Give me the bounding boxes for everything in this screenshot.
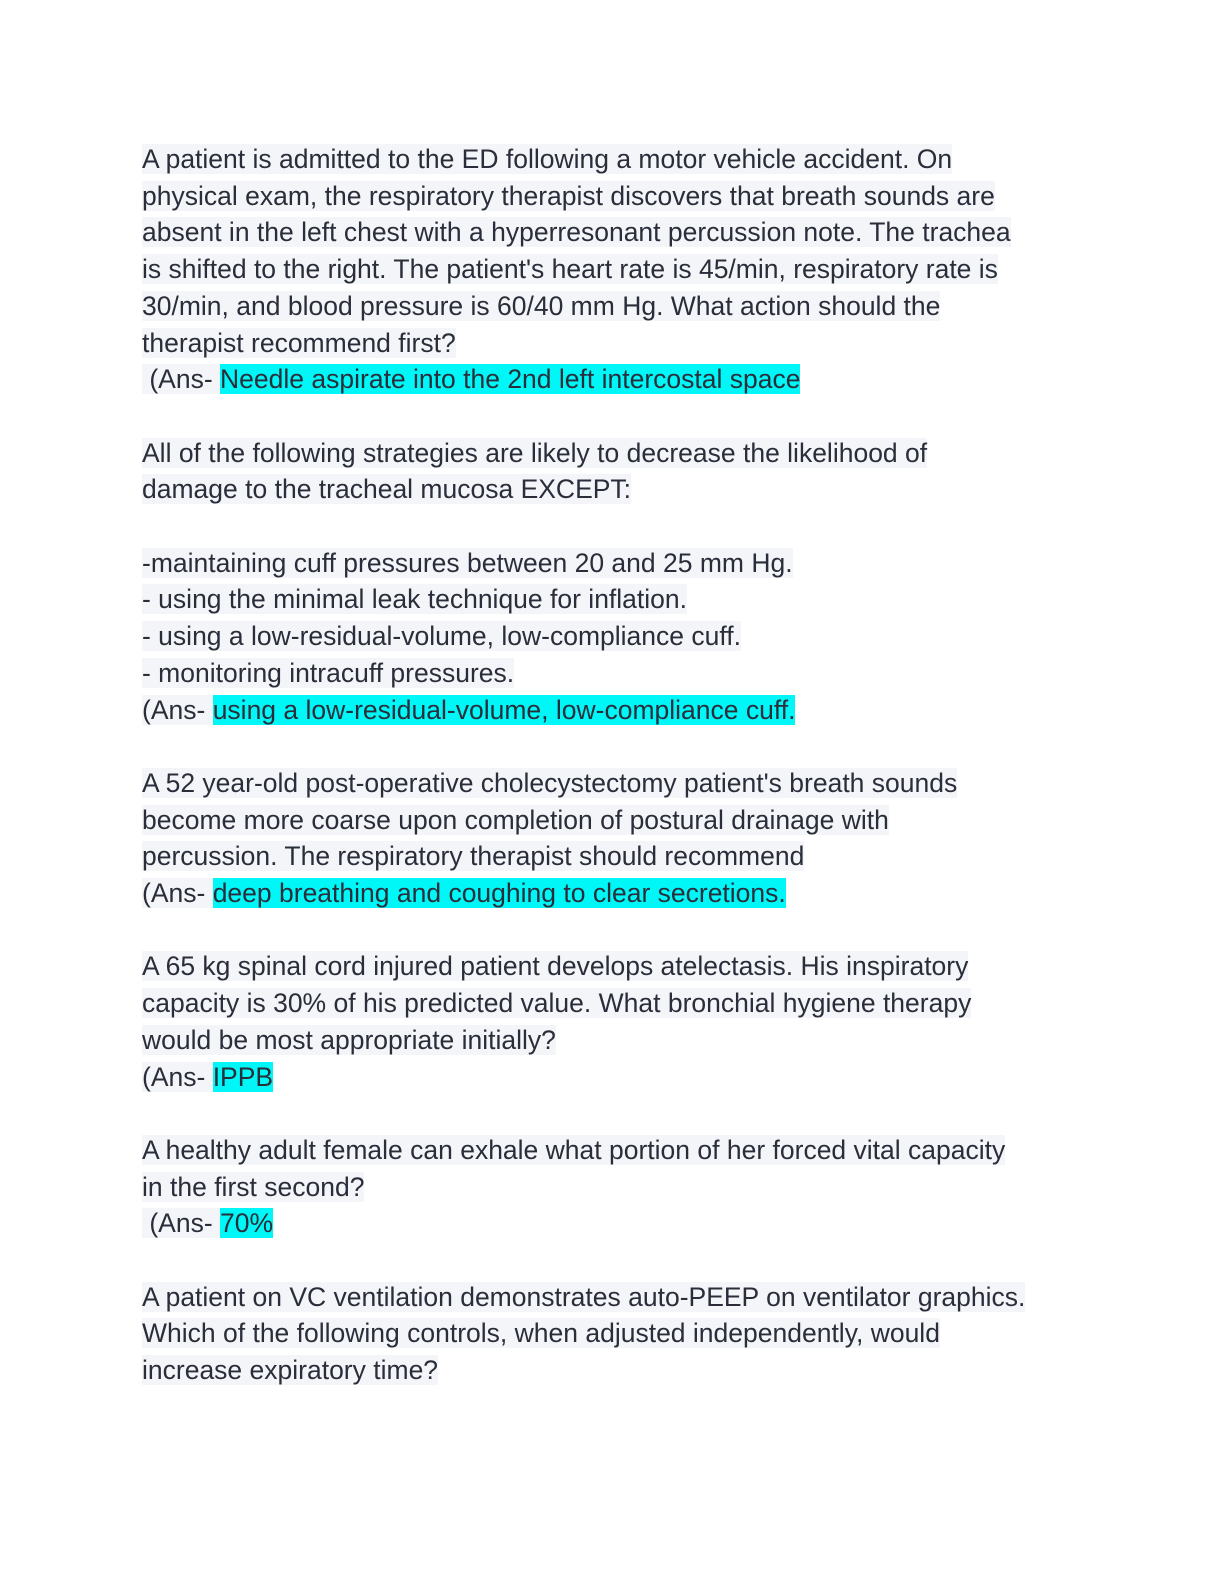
question-line: Which of the following controls, when adjusted independently, would xyxy=(142,1318,940,1349)
question-block xyxy=(142,948,1142,1095)
question-line: percussion. The respiratory therapist should recommend xyxy=(142,841,805,872)
answer-prefix: (Ans- xyxy=(142,1061,213,1092)
option-line: - using a low-residual-volume, low-compliance cuff. xyxy=(142,621,741,652)
question-line: 30/min, and blood pressure is 60/40 mm Hg. What action should the xyxy=(142,290,941,321)
question-block xyxy=(142,1132,1142,1242)
answer-highlight: 70% xyxy=(220,1208,274,1239)
question-line: All of the following strategies are likely to decrease the likelihood of xyxy=(142,437,928,468)
answer-highlight: using a low-residual-volume, low-compliance cuff. xyxy=(212,694,796,725)
question-line: become more coarse upon completion of postural drainage with xyxy=(142,804,889,835)
answer-prefix: (Ans- xyxy=(142,364,221,395)
answer-highlight: Needle aspirate into the 2nd left intercostal space xyxy=(220,364,801,395)
answer-line xyxy=(142,692,1142,729)
question-block xyxy=(142,435,1142,729)
option-line: - monitoring intracuff pressures. xyxy=(142,657,515,688)
answer-line xyxy=(142,875,1142,912)
answer-prefix: (Ans- xyxy=(142,1208,221,1239)
question-block xyxy=(142,765,1142,912)
question-line: A patient is admitted to the ED following a motor vehicle accident. On xyxy=(142,144,953,174)
question-line: absent in the left chest with a hyperresonant percussion note. The trachea xyxy=(142,217,1011,248)
answer-prefix: (Ans- xyxy=(142,694,213,725)
question-line: A 65 kg spinal cord injured patient develops atelectasis. His inspiratory xyxy=(142,951,969,982)
question-line: is shifted to the right. The patient's heart rate is 45/min, respiratory rate is xyxy=(142,254,998,285)
answer-line xyxy=(142,1205,1142,1242)
option-line: -maintaining cuff pressures between 20 and 25 mm Hg. xyxy=(142,547,793,578)
question-line: A patient on VC ventilation demonstrates auto-PEEP on ventilator graphics. xyxy=(142,1281,1026,1312)
answer-highlight: IPPB xyxy=(212,1061,274,1092)
document-page xyxy=(142,141,1142,1389)
question-line: A healthy adult female can exhale what portion of her forced vital capacity xyxy=(142,1134,1006,1165)
answer-prefix: (Ans- xyxy=(142,878,213,909)
question-line: physical exam, the respiratory therapist discovers that breath sounds are xyxy=(142,180,995,211)
answer-line xyxy=(142,361,1142,398)
answer-line xyxy=(142,1059,1142,1096)
question-line: in the first second? xyxy=(142,1171,365,1202)
question-block xyxy=(142,141,1142,398)
question-line: would be most appropriate initially? xyxy=(142,1024,556,1055)
answer-highlight: deep breathing and coughing to clear secretions. xyxy=(212,878,786,909)
question-line: therapist recommend first? xyxy=(142,327,456,358)
question-line: capacity is 30% of his predicted value. What bronchial hygiene therapy xyxy=(142,988,972,1019)
question-line: A 52 year-old post-operative cholecystectomy patient's breath sounds xyxy=(142,767,958,798)
option-line: - using the minimal leak technique for inflation. xyxy=(142,584,688,615)
question-block xyxy=(142,1279,1142,1389)
question-line: damage to the tracheal mucosa EXCEPT: xyxy=(142,474,632,505)
question-line: increase expiratory time? xyxy=(142,1355,439,1386)
